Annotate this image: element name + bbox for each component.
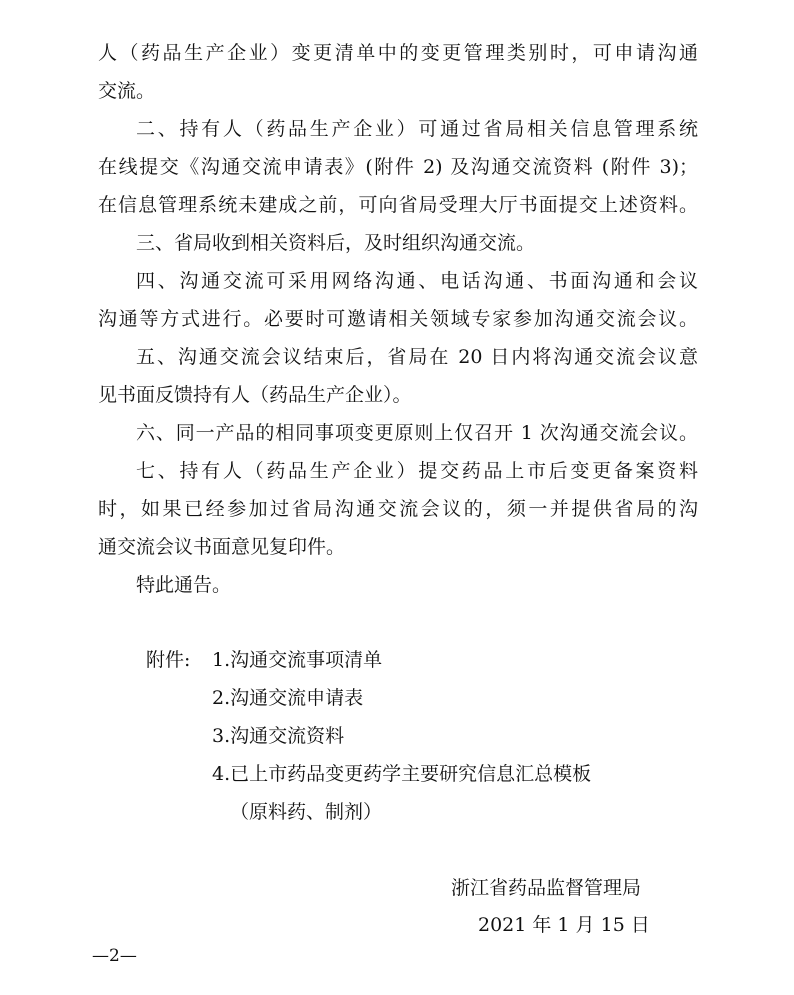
paragraph-line: 二、持有人（药品生产企业）可通过省局相关信息管理系统 (136, 118, 698, 140)
paragraph-line: 七、持有人（药品生产企业）提交药品上市后变更备案资料 (136, 460, 698, 482)
attachment-item: 1.沟通交流事项清单 (212, 649, 383, 671)
attachment-item: 2.沟通交流申请表 (212, 687, 364, 709)
paragraph-line: 沟通等方式进行。必要时可邀请相关领域专家参加沟通交流会议。 (98, 308, 698, 330)
issuing-organization: 浙江省药品监督管理局 (451, 877, 642, 899)
paragraph-line: 五、沟通交流会议结束后，省局在 20 日内将沟通交流会议意 (136, 346, 698, 368)
issue-date: 2021 年 1 月 15 日 (478, 914, 650, 936)
attachment-item: 3.沟通交流资料 (212, 725, 345, 747)
attachment-item: 4.已上市药品变更药学主要研究信息汇总模板 (212, 763, 592, 785)
paragraph-line: 通交流会议书面意见复印件。 (98, 536, 346, 558)
paragraph-line: 在信息管理系统未建成之前，可向省局受理大厅书面提交上述资料。 (98, 194, 698, 216)
paragraph-line: 三、省局收到相关资料后，及时组织沟通交流。 (136, 232, 536, 254)
paragraph-line: 时，如果已经参加过省局沟通交流会议的，须一并提供省局的沟 (98, 498, 698, 520)
page-number: —2— (92, 946, 137, 966)
paragraph-line: 交流。 (98, 80, 156, 102)
paragraph-line: 见书面反馈持有人（药品生产企业）。 (98, 384, 412, 406)
paragraph-line: 在线提交《沟通交流申请表》(附件 2) 及沟通交流资料 (附件 3)； (98, 156, 698, 178)
paragraph-line: 人（药品生产企业）变更清单中的变更管理类别时，可申请沟通 (98, 42, 698, 64)
closing-line: 特此通告。 (136, 574, 232, 596)
attachment-item-continuation: （原料药、制剂） (230, 801, 383, 823)
attachments-label: 附件: (146, 649, 191, 671)
paragraph-line: 四、沟通交流可采用网络沟通、电话沟通、书面沟通和会议 (136, 270, 698, 292)
paragraph-line: 六、同一产品的相同事项变更原则上仅召开 1 次沟通交流会议。 (136, 422, 698, 444)
